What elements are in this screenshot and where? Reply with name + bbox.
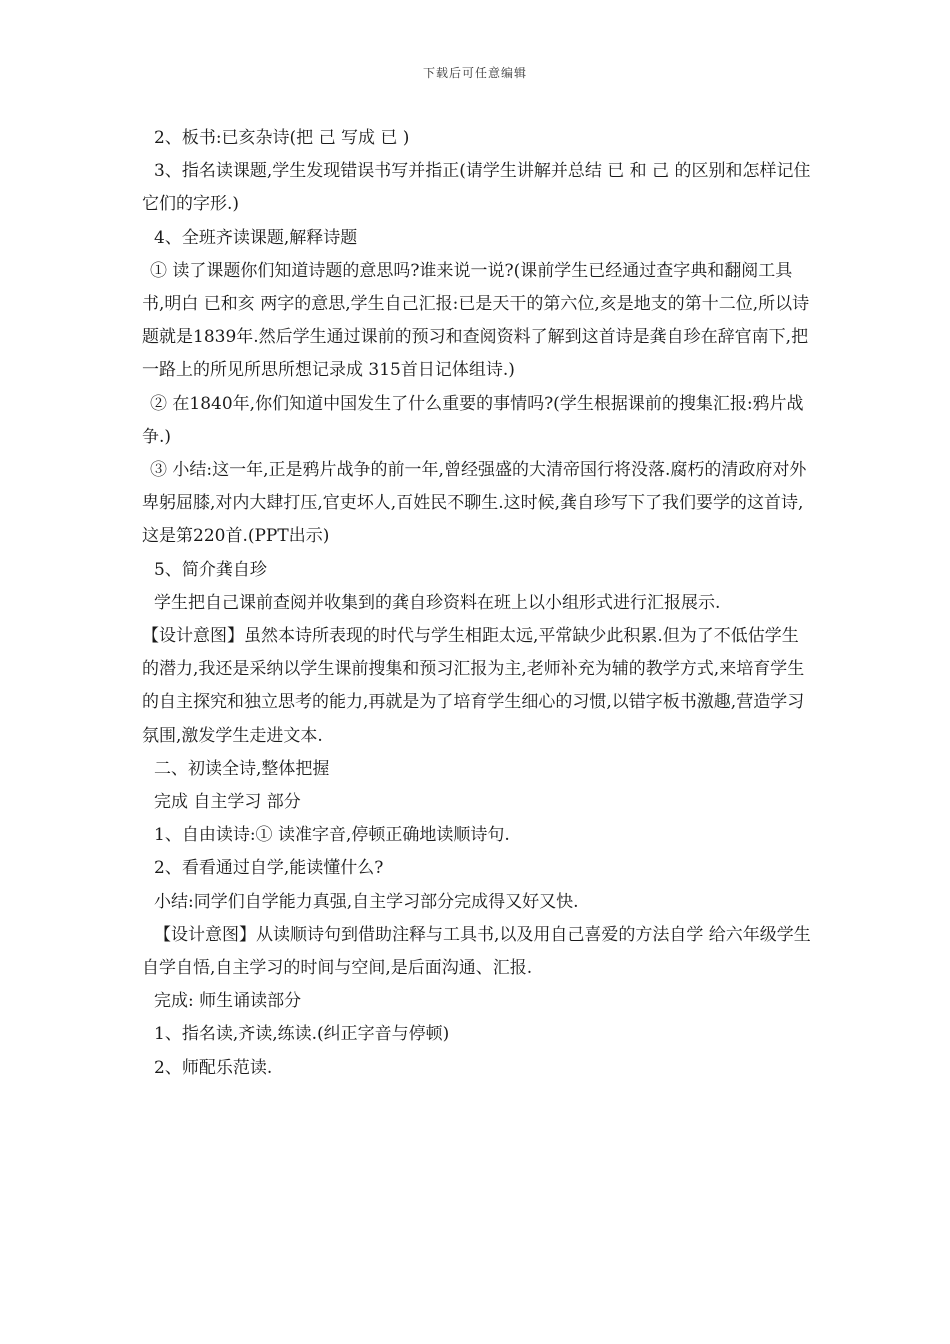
paragraph-read-title: 3、指名读课题,学生发现错误书写并指正(请学生讲解并总结 已 和 己 的区别和怎样记住它们的字形.) bbox=[142, 161, 811, 215]
paragraph-summary-2: 小结:同学们自学能力真强,自主学习部分完成得又好又快. bbox=[154, 891, 579, 912]
paragraph-student-report: 学生把自己课前查阅并收集到的龚自珍资料在班上以小组形式进行汇报展示. bbox=[154, 592, 721, 613]
paragraph-design-intent-2: 【设计意图】从读顺诗句到借助注释与工具书,以及用自己喜爱的方法自学 给六年级学生自学自悟,自主学习的时间与空间,是后面沟通、汇报. bbox=[142, 924, 811, 979]
paragraph-class-read: 4、全班齐读课题,解释诗题 bbox=[154, 227, 358, 248]
paragraph-free-read: 1、自由读诗:① 读准字音,停顿正确地读顺诗句. bbox=[154, 825, 510, 846]
section-heading-first-read: 二、初读全诗,整体把握 bbox=[154, 758, 330, 779]
paragraph-intro-gong: 5、简介龚自珍 bbox=[154, 559, 267, 580]
paragraph-1840: ② 在1840年,你们知道中国发生了什么重要的事情吗?(学生根据课前的搜集汇报:鸦片战争.) bbox=[142, 393, 804, 447]
paragraph-read-practice: 1、指名读,齐读,练读.(纠正字音与停顿) bbox=[154, 1024, 450, 1045]
document-body bbox=[142, 122, 812, 1085]
paragraph-self-study: 完成 自主学习 部分 bbox=[154, 792, 301, 813]
paragraph-design-intent-1: 【设计意图】虽然本诗所表现的时代与学生相距太远,平常缺少此积累.但为了不低估学生的潜力,我还是采纳以学生课前搜集和预习汇报为主,老师补充为辅的教学方式,来培育学生的自主探究和独立思考的能力,再就是为了培育学生细心的习惯,以错字板书激趣,营造学习氛围,激发学生走进文本. bbox=[142, 626, 805, 746]
paragraph-model-read: 2、师配乐范读. bbox=[154, 1057, 273, 1078]
paragraph-summary: ③ 小结:这一年,正是鸦片战争的前一年,曾经强盛的大清帝国行将没落.腐朽的清政府对外卑躬屈膝,对内大肆打压,官吏坏人,百姓民不聊生.这时候,龚自珍写下了我们要学的这首诗,这是第220首.(PPT出示) bbox=[142, 460, 807, 547]
paragraph-recite-part: 完成: 师生诵读部分 bbox=[154, 991, 302, 1012]
page-header: 下载后可任意编辑 bbox=[422, 66, 527, 80]
paragraph-self-learn: 2、看看通过自学,能读懂什么? bbox=[154, 858, 384, 879]
paragraph-title-meaning: ① 读了课题你们知道诗题的意思吗?谁来说一说?(课前学生已经通过查字典和翻阅工具书,明白 已和亥 两字的意思,学生自己汇报:已是天干的第六位,亥是地支的第十二位,所以诗题就是1839年.然后学生通过课前的预习和查阅资料了解到这首诗是龚自珍在辞官南下,把一路上的所见所思所想记录成 315首日记体组诗.) bbox=[142, 260, 810, 381]
paragraph-board-writing: 2、板书:已亥杂诗(把 己 写成 已 ) bbox=[154, 128, 410, 148]
